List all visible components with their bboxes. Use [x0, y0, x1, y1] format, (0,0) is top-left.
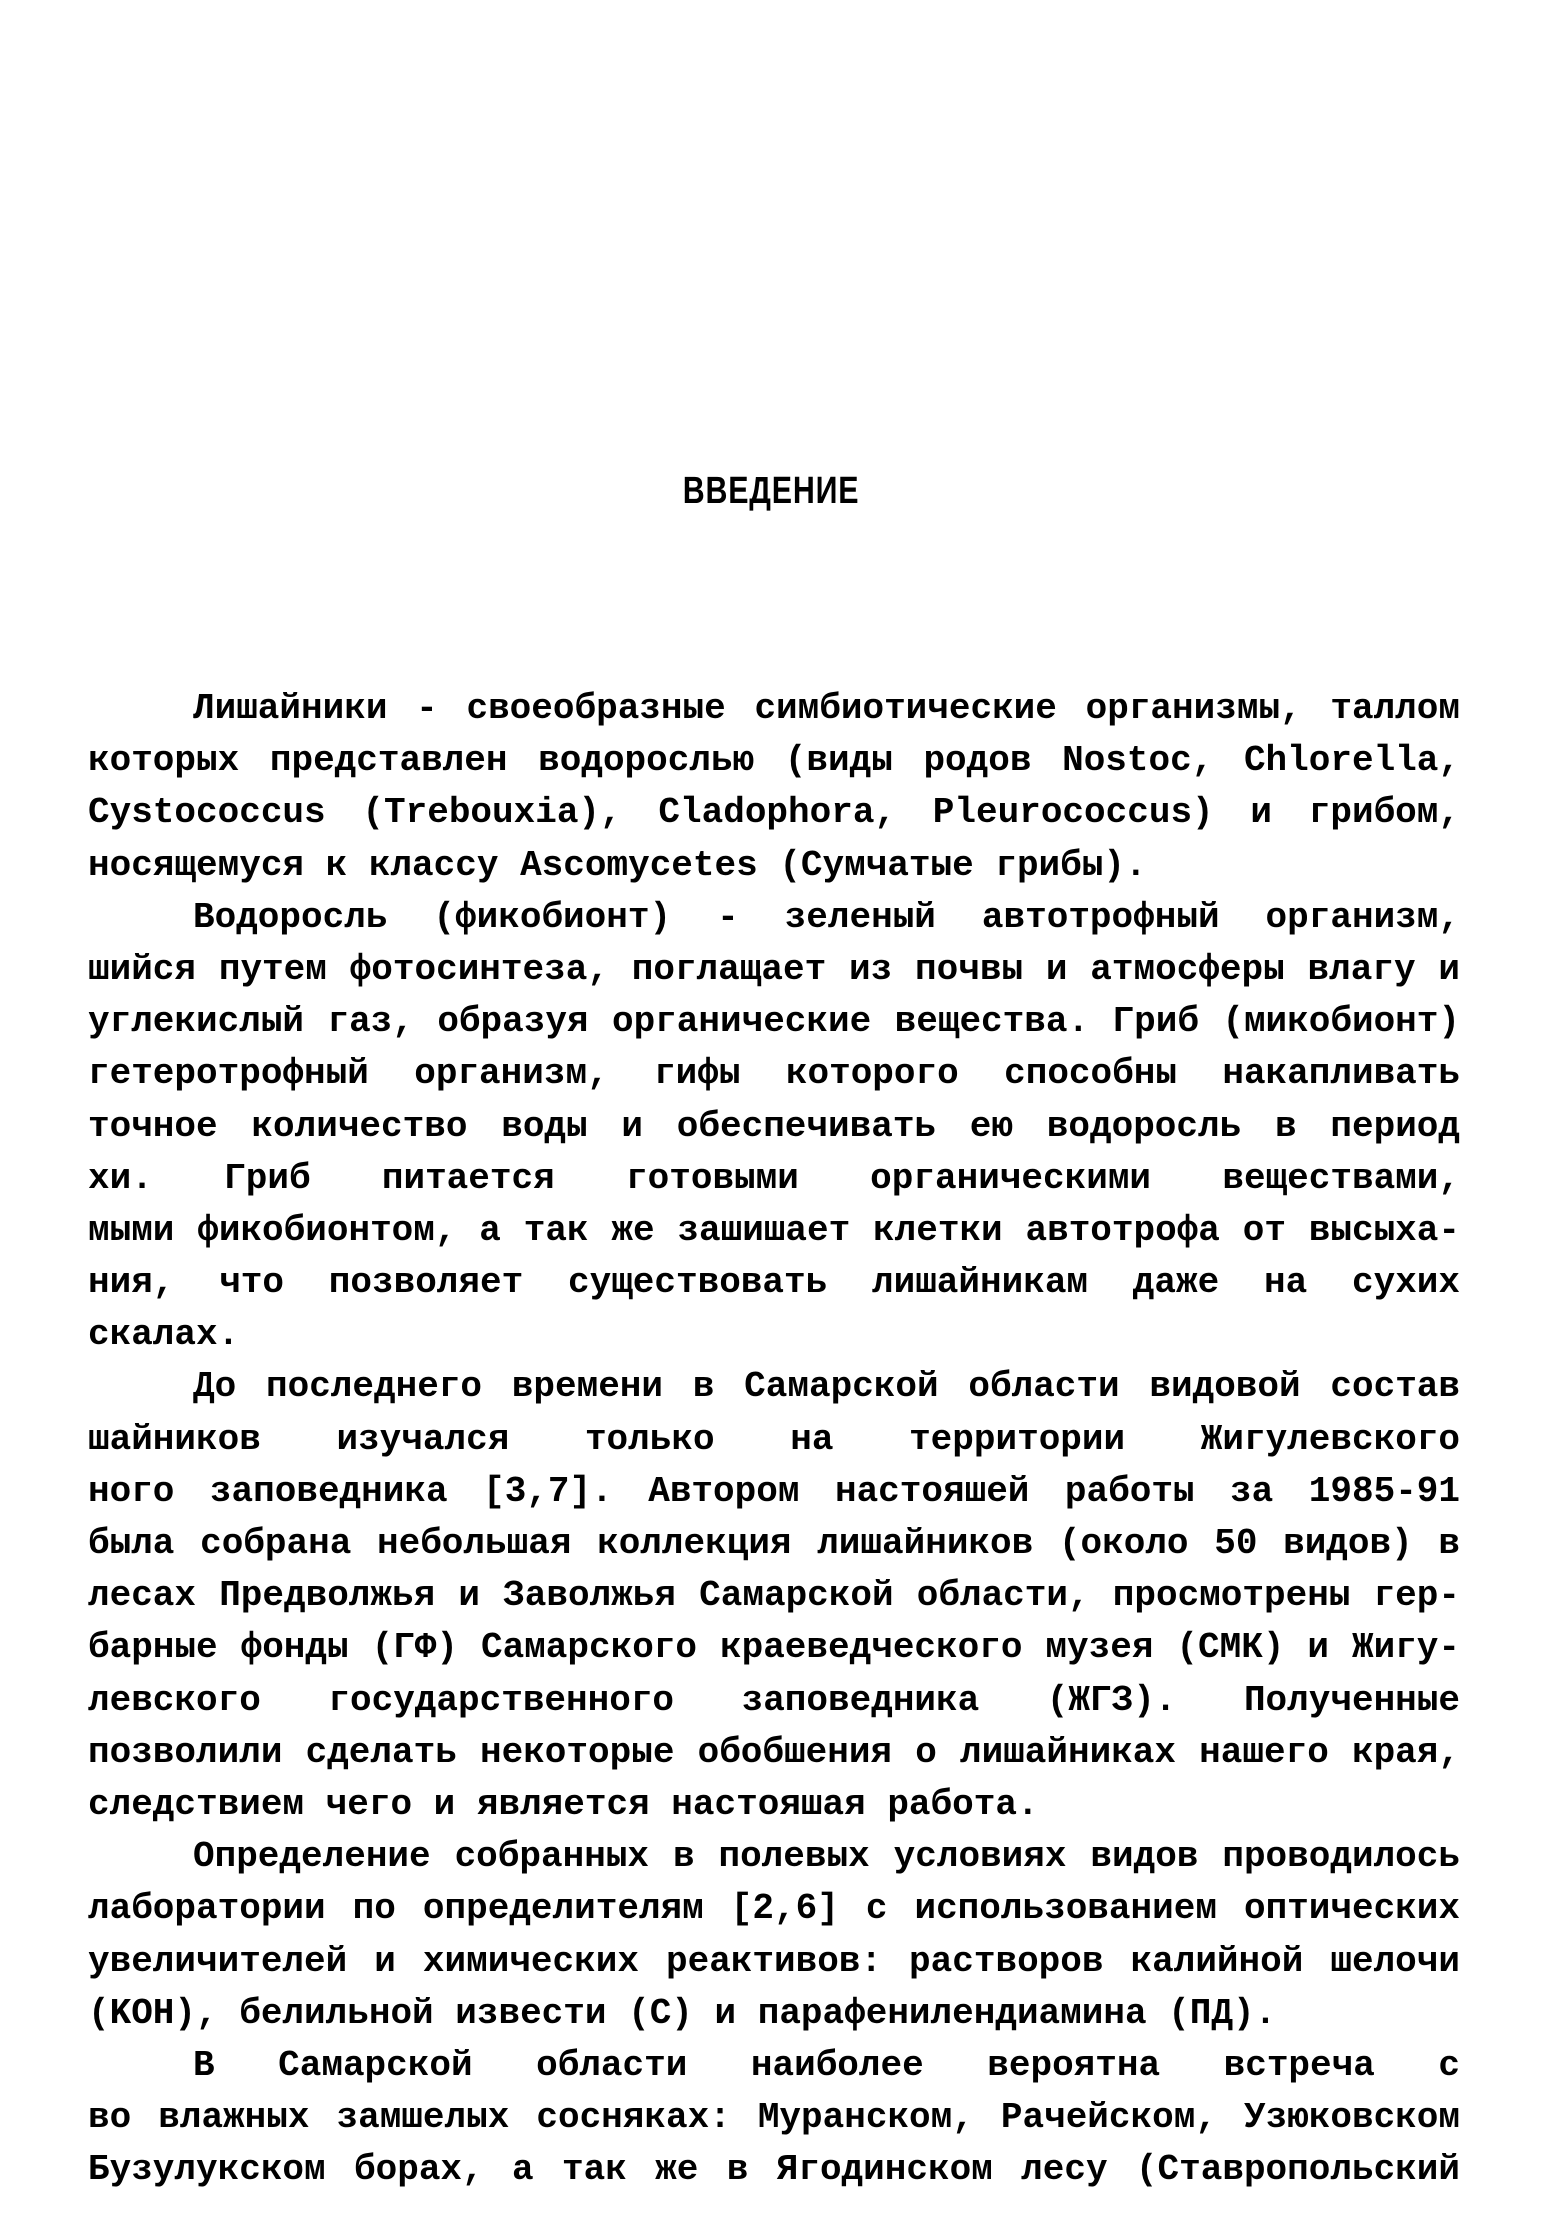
text-line: во влажных замшелых сосняках: Муранском, Рачейском, Узюковском	[88, 2097, 1460, 2139]
text-line: Cystococcus (Trebouxia), Cladophora, Pleurococcus) и грибом,	[88, 792, 1460, 834]
text-line: увеличителей и химических реактивов: растворов калийной шелочи	[88, 1940, 1460, 1982]
text-line: была собрана небольшая коллекция лишайников (около 50 видов) в	[88, 1523, 1460, 1564]
text-line: лаборатории по определителям [2,6] с использованием оптических	[88, 1888, 1460, 1930]
text-line: шийся путем фотосинтеза, поглащает из почвы и атмосферы влагу и	[88, 948, 1460, 990]
text-line: Определение собранных в полевых условиях видов проводилось	[193, 1836, 1460, 1878]
text-line: шайников изучался только на территории Жигулевского	[88, 1418, 1460, 1460]
page-title: ВВЕДЕНИЕ	[682, 470, 860, 512]
text-line: До последнего времени в Самарской области видовой состав	[193, 1366, 1460, 1408]
body-text	[88, 683, 1460, 2196]
text-line: носящемуся к классу Ascomycetes (Сумчатые грибы).	[88, 844, 1147, 886]
text-line: которых представлен водорослью (виды родов Nostoc, Chlorella,	[88, 740, 1460, 782]
text-line: лесах Предволжья и Заволжья Самарской области, просмотрены гер-	[88, 1575, 1460, 1617]
text-line: позволили сделать некоторые обобшения о лишайниках нашего края,	[88, 1731, 1460, 1773]
text-line: хи. Гриб питается готовыми органическими веществами,	[88, 1157, 1460, 1199]
text-line: следствием чего и является настояшая работа.	[88, 1783, 1039, 1825]
text-line: ния, что позволяет существовать лишайникам даже на сухих	[88, 1262, 1460, 1304]
text-line: (KOH), белильной извести (C) и парафенилендиамина (ПД).	[88, 1992, 1277, 2034]
text-line: Водоросль (фикобионт) - зеленый автотрофный организм,	[193, 896, 1460, 938]
text-line: В Самарской области наиболее вероятна встреча с	[193, 2044, 1460, 2086]
text-line: барные фонды (ГФ) Самарского краеведческого музея (СМК) и Жигу-	[88, 1627, 1460, 1669]
text-line: точное количество воды и обеспечивать ею водоросль в период	[88, 1105, 1460, 1147]
text-line: ного заповедника [3,7]. Автором настояшей работы за 1985-91	[88, 1470, 1460, 1512]
text-line: Бузулукском борах, а так же в Ягодинском лесу (Ставропольский	[88, 2149, 1460, 2191]
text-line: левского государственного заповедника (ЖГЗ). Полученные	[88, 1679, 1460, 1721]
text-line: мыми фикобионтом, а так же зашишает клетки автотрофа от высыха-	[88, 1209, 1460, 1251]
text-line: гетеротрофный организм, гифы которого способны накапливать	[88, 1053, 1460, 1095]
text-line: Лишайники - своеобразные симбиотические организмы, таллом	[193, 688, 1460, 729]
text-line: скалах.	[88, 1314, 240, 1356]
text-line: углекислый газ, образуя органические вещества. Гриб (микобионт)	[88, 1001, 1460, 1043]
